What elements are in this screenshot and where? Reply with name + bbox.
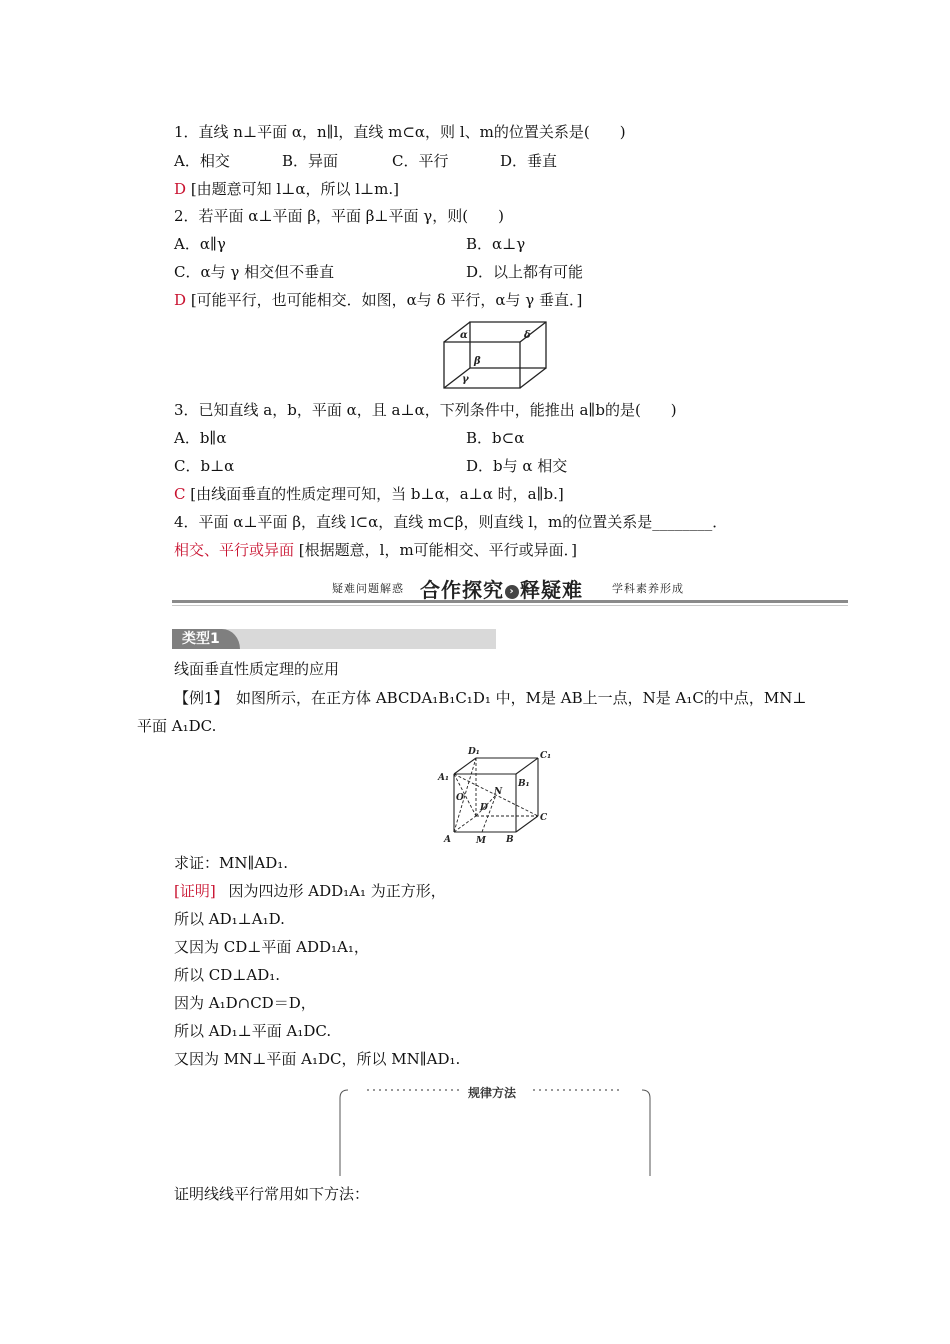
proof-line-5: 因为 A₁D∩CD＝D， bbox=[174, 994, 316, 1012]
label-c1: C₁ bbox=[540, 751, 552, 761]
section-banner bbox=[172, 574, 848, 608]
label-m: M bbox=[476, 836, 486, 846]
q4-explanation: [根据题意，l，m可能相交、平行或异面．] bbox=[298, 541, 578, 559]
label-n: N bbox=[494, 787, 503, 797]
cube-figure bbox=[434, 744, 554, 846]
q1-stem: 1．直线 n⊥平面 α，n∥l，直线 m⊂α，则 l、m的位置关系是( ) bbox=[174, 123, 626, 141]
proof-line-2: 所以 AD₁⊥A₁D. bbox=[174, 910, 285, 928]
q4-answer bbox=[174, 540, 577, 560]
q3-stem: 3．已知直线 a，b，平面 α，且 a⊥α，下列条件中，能推出 a∥b的是( ) bbox=[174, 401, 677, 419]
q2-option-c: C．α与 γ 相交但不垂直 bbox=[174, 263, 335, 281]
example-line2: 平面 A₁DC. bbox=[137, 717, 217, 735]
label-b: B bbox=[506, 835, 514, 845]
banner-title-part1: 合作探究 bbox=[420, 578, 504, 602]
label-beta: β bbox=[474, 356, 481, 367]
q3-option-c: C．b⊥α bbox=[174, 457, 235, 475]
q2-stem: 2．若平面 α⊥平面 β，平面 β⊥平面 γ，则( ) bbox=[174, 207, 504, 225]
label-a: A bbox=[444, 835, 451, 845]
label-gamma: γ bbox=[462, 374, 469, 385]
q1-answer bbox=[174, 179, 399, 199]
q3-explanation: [由线面垂直的性质定理可知，当 b⊥α，a⊥α 时，a∥b.] bbox=[190, 485, 564, 503]
q4-stem: 4．平面 α⊥平面 β，直线 l⊂α，直线 m⊂β，则直线 l，m的位置关系是________． bbox=[174, 513, 728, 531]
proof-tag: [证明] bbox=[174, 882, 216, 900]
q3-option-b: B．b⊂α bbox=[466, 429, 525, 447]
q1-option-a: A．相交 bbox=[174, 152, 230, 170]
type-tag bbox=[172, 629, 240, 649]
label-d1: D₁ bbox=[468, 747, 480, 757]
banner-right-text: 学科素养形成 bbox=[612, 582, 684, 595]
proof-line-6: 所以 AD₁⊥平面 A₁DC. bbox=[174, 1022, 332, 1040]
q4-answer-text: 相交、平行或异面 bbox=[174, 541, 295, 559]
proof-line-3: 又因为 CD⊥平面 ADD₁A₁， bbox=[174, 938, 369, 956]
label-b1: B₁ bbox=[518, 779, 530, 789]
q2-option-b: B．α⊥γ bbox=[466, 235, 526, 253]
label-o: O bbox=[456, 793, 464, 803]
proof-text-1: 因为四边形 ADD₁A₁ 为正方形， bbox=[228, 882, 446, 900]
label-d: D bbox=[480, 803, 488, 813]
q2-answer bbox=[174, 290, 582, 310]
footer-text: 证明线线平行常用如下方法： bbox=[174, 1185, 370, 1203]
example-line1: 【例1】 如图所示，在正方体 ABCDA₁B₁C₁D₁ 中，M是 AB上一点，N是 A₁C的中点，MN⊥ bbox=[174, 689, 807, 707]
q2-option-a: A．α∥γ bbox=[174, 235, 226, 253]
proof-line-1 bbox=[174, 881, 446, 901]
type-tag-label: 类型1 bbox=[182, 631, 220, 647]
proof-line-7: 又因为 MN⊥平面 A₁DC，所以 MN∥AD₁. bbox=[174, 1050, 461, 1068]
q2-answer-letter: D bbox=[174, 291, 187, 309]
q3-option-d: D．b与 α 相交 bbox=[466, 457, 568, 475]
q1-option-c: C．平行 bbox=[392, 152, 449, 170]
label-delta: δ bbox=[524, 330, 531, 341]
label-c: C bbox=[540, 813, 548, 823]
banner-arrow-icon: › bbox=[505, 585, 519, 599]
q3-option-a: A．b∥α bbox=[174, 429, 227, 447]
label-alpha: α bbox=[460, 330, 468, 341]
q1-option-d: D．垂直 bbox=[500, 152, 558, 170]
method-title: 规律方法 bbox=[468, 1086, 517, 1100]
q3-answer bbox=[174, 484, 564, 504]
banner-rule-thin bbox=[172, 605, 848, 606]
banner-title-part2: 释疑难 bbox=[520, 578, 583, 602]
q1-option-b: B．异面 bbox=[282, 152, 339, 170]
section-title: 线面垂直性质定理的应用 bbox=[174, 660, 340, 678]
planes-figure bbox=[440, 318, 550, 392]
prove-statement: 求证：MN∥AD₁. bbox=[174, 854, 289, 872]
q1-explanation: [由题意可知 l⊥α，所以 l⊥m.] bbox=[190, 180, 399, 198]
q2-option-d: D．以上都有可能 bbox=[466, 263, 584, 281]
front-face bbox=[444, 342, 520, 388]
method-box bbox=[338, 1084, 652, 1176]
type-bar bbox=[172, 629, 496, 649]
banner-title bbox=[420, 574, 583, 603]
banner-left-text: 疑难问题解惑 bbox=[332, 582, 404, 595]
q2-explanation: [可能平行，也可能相交．如图，α与 δ 平行，α与 γ 垂直．] bbox=[190, 291, 583, 309]
q1-answer-letter: D bbox=[174, 180, 187, 198]
label-a1: A₁ bbox=[438, 773, 449, 783]
back-face bbox=[470, 322, 546, 368]
proof-line-4: 所以 CD⊥AD₁. bbox=[174, 966, 281, 984]
q3-answer-letter: C bbox=[174, 485, 186, 503]
